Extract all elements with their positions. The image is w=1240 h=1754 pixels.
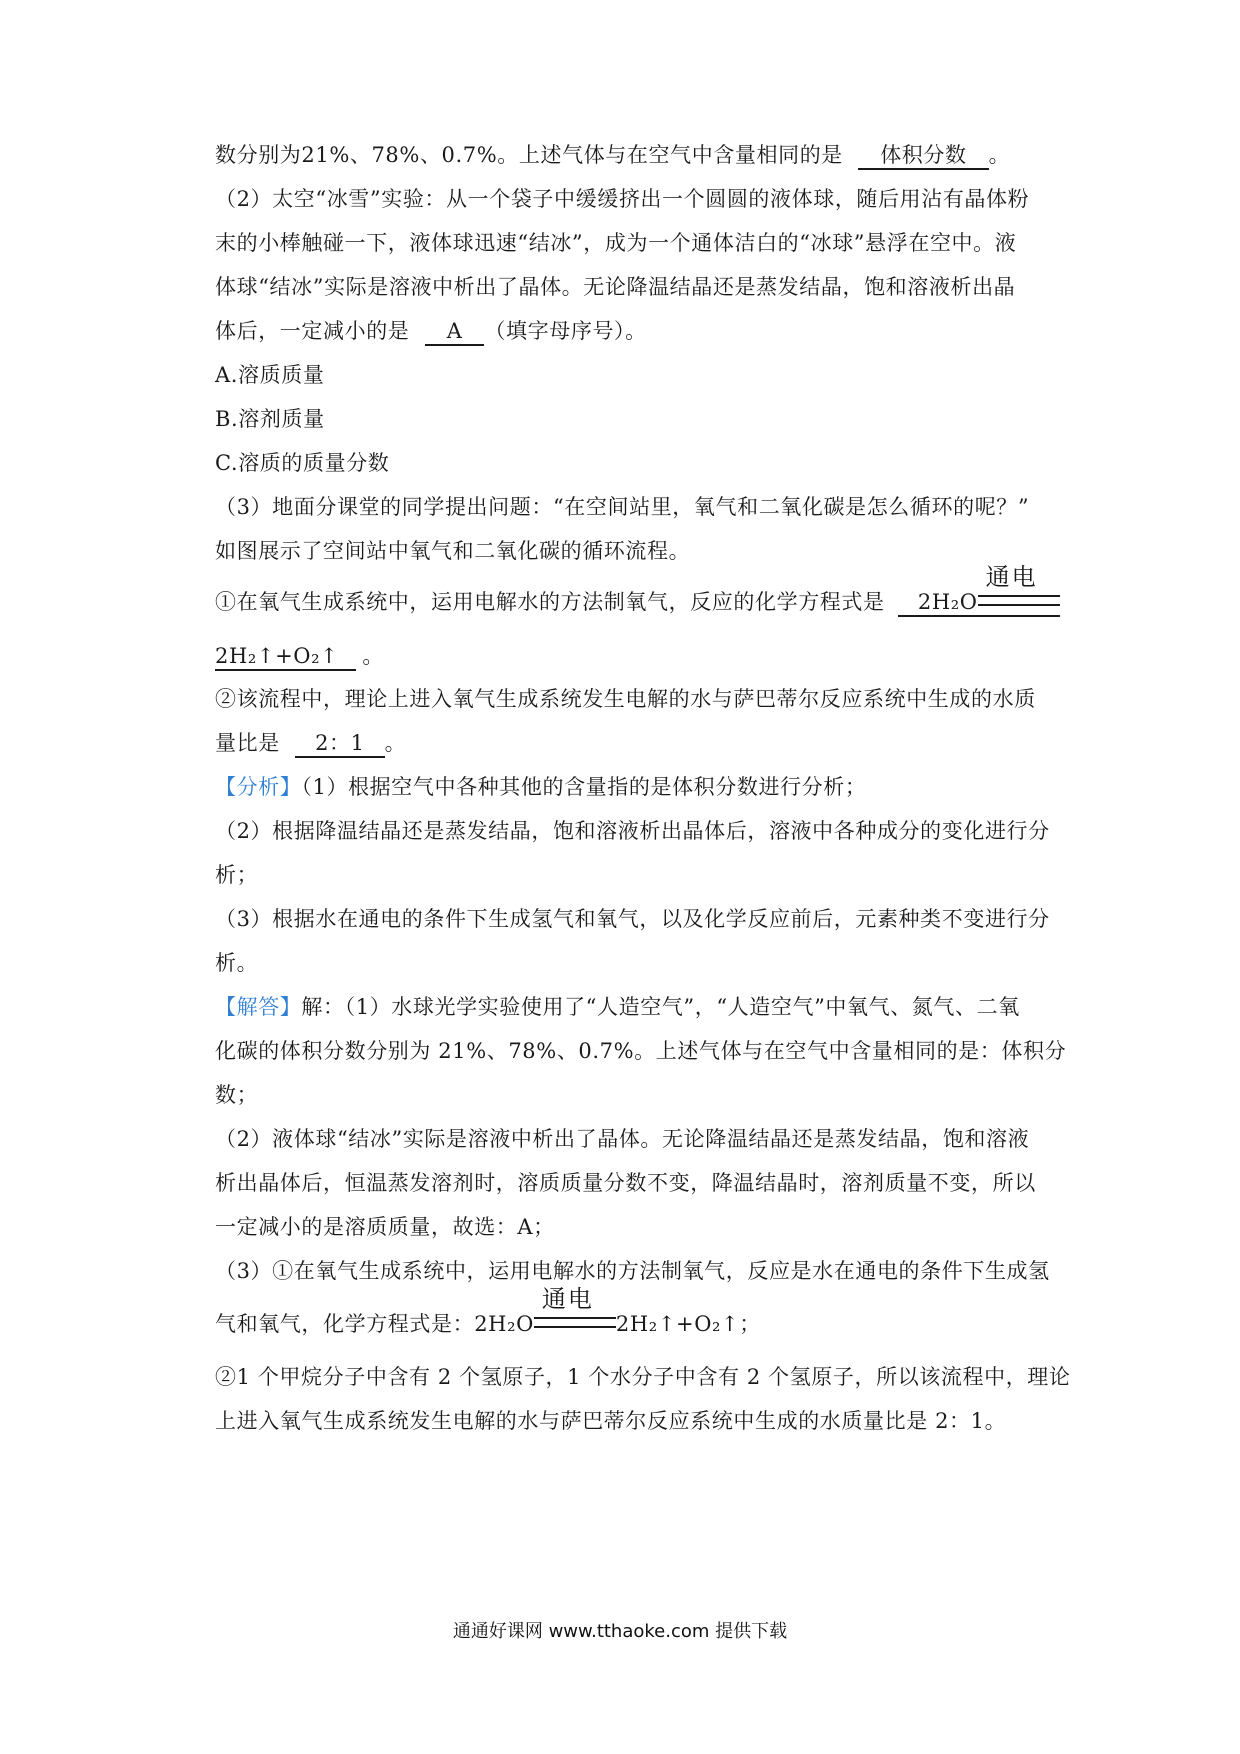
text: 数分别为21%、78%、0.7%。上述气体与在空气中含量相同的是 — [215, 143, 843, 167]
line-6: （3）地面分课堂的同学提出问题：“在空间站里，氧气和二氧化碳是怎么循环的呢？” — [215, 495, 1030, 519]
solution-1 — [215, 992, 1020, 1022]
text: 。 — [362, 644, 384, 668]
analysis-3b: 析。 — [215, 951, 259, 975]
analysis-2: （2）根据降温结晶还是蒸发结晶，饱和溶液析出晶体后，溶液中各种成分的变化进行分 — [215, 819, 1050, 843]
equation-left: 2H₂O — [917, 590, 978, 614]
solution-2: （2）液体球“结冰”实际是溶液中析出了晶体。无论降温结晶还是蒸发结晶，饱和溶液 — [215, 1127, 1030, 1151]
line-5 — [215, 316, 647, 346]
text: ①在氧气生成系统中，运用电解水的方法制氧气，反应的化学方程式是 — [215, 590, 885, 614]
solution-1b: 化碳的体积分数分别为 21%、78%、0.7%。上述气体与在空气中含量相同的是：体积分 — [215, 1039, 1067, 1063]
line-7: 如图展示了空间站中氧气和二氧化碳的循环流程。 — [215, 539, 691, 563]
reaction-condition — [978, 563, 1060, 615]
line-3: 末的小棒触碰一下，液体球迅速“结冰”，成为一个通体洁白的“冰球”悬浮在空中。液 — [215, 231, 1017, 255]
condition-text: 通电 — [541, 1285, 594, 1313]
reaction-condition — [534, 1285, 616, 1339]
analysis-1 — [215, 772, 866, 802]
text: （填字母序号）。 — [484, 319, 647, 343]
solution-3: （3）①在氧气生成系统中，运用电解水的方法制氧气，反应是水在通电的条件下生成氢 — [215, 1259, 1050, 1283]
answer-blank: 体积分数 — [858, 142, 988, 170]
solution-2b: 析出晶体后，恒温蒸发溶剂时，溶质质量分数不变，降温结晶时，溶剂质量不变，所以 — [215, 1171, 1036, 1195]
condition-text: 通电 — [985, 563, 1038, 591]
text: 。 — [384, 731, 407, 755]
analysis-2b: 析； — [215, 863, 259, 887]
line-10: ②该流程中，理论上进入氧气生成系统发生电解的水与萨巴蒂尔反应系统中生成的水质 — [215, 687, 1036, 711]
text: 量比是 — [215, 731, 280, 755]
text: 气和氧气，化学方程式是： — [215, 1312, 475, 1336]
option-a: A.溶质质量 — [215, 363, 325, 387]
solution-2c: 一定减小的是溶质质量，故选：A； — [215, 1215, 555, 1239]
line-2: （2）太空“冰雪”实验：从一个袋子中缓缓挤出一个圆圆的液体球，随后用沾有晶体粉 — [215, 187, 1030, 211]
equals-bars — [978, 595, 1060, 606]
equation-right: 2H₂↑+O₂↑ — [215, 643, 356, 671]
line-11 — [215, 728, 406, 758]
answer-blank: A — [425, 318, 485, 346]
equation-blank — [898, 563, 1060, 617]
line-4: 体球“结冰”实际是溶液中析出了晶体。无论降温结晶还是蒸发结晶，饱和溶液析出晶 — [215, 275, 1016, 299]
line-8 — [215, 563, 1060, 617]
solution-tag: 【解答】 — [215, 995, 302, 1019]
solution-1c: 数； — [215, 1083, 259, 1107]
text: 解：（1）水球光学实验使用了“人造空气”，“人造空气”中氧气、氮气、二氧 — [301, 995, 1020, 1019]
equation-left: 2H₂O — [474, 1312, 534, 1336]
option-c: C.溶质的质量分数 — [215, 451, 390, 475]
analysis-3: （3）根据水在通电的条件下生成氢气和氧气，以及化学反应前后，元素种类不变进行分 — [215, 907, 1050, 931]
line-1 — [215, 140, 1010, 170]
line-9 — [215, 641, 384, 671]
page-footer: 通通好课网 www.tthaoke.com 提供下载 — [452, 1621, 788, 1642]
equation-right: 2H₂↑+O₂↑； — [615, 1312, 761, 1336]
text: 体后，一定减小的是 — [215, 319, 410, 343]
answer-blank: 2：1 — [295, 730, 385, 758]
solution-3b — [215, 1285, 761, 1339]
solution-4: ②1 个甲烷分子中含有 2 个氢原子，1 个水分子中含有 2 个氢原子，所以该流程中，理论 — [215, 1365, 1071, 1389]
option-b: B.溶剂质量 — [215, 407, 325, 431]
analysis-tag: 【分析】 — [215, 775, 302, 799]
text: 。 — [988, 143, 1011, 167]
text: （1）根据空气中各种其他的含量指的是体积分数进行分析； — [301, 775, 867, 799]
solution-4b: 上进入氧气生成系统发生电解的水与萨巴蒂尔反应系统中生成的水质量比是 2：1。 — [215, 1409, 1007, 1433]
equals-bars — [534, 1317, 616, 1328]
